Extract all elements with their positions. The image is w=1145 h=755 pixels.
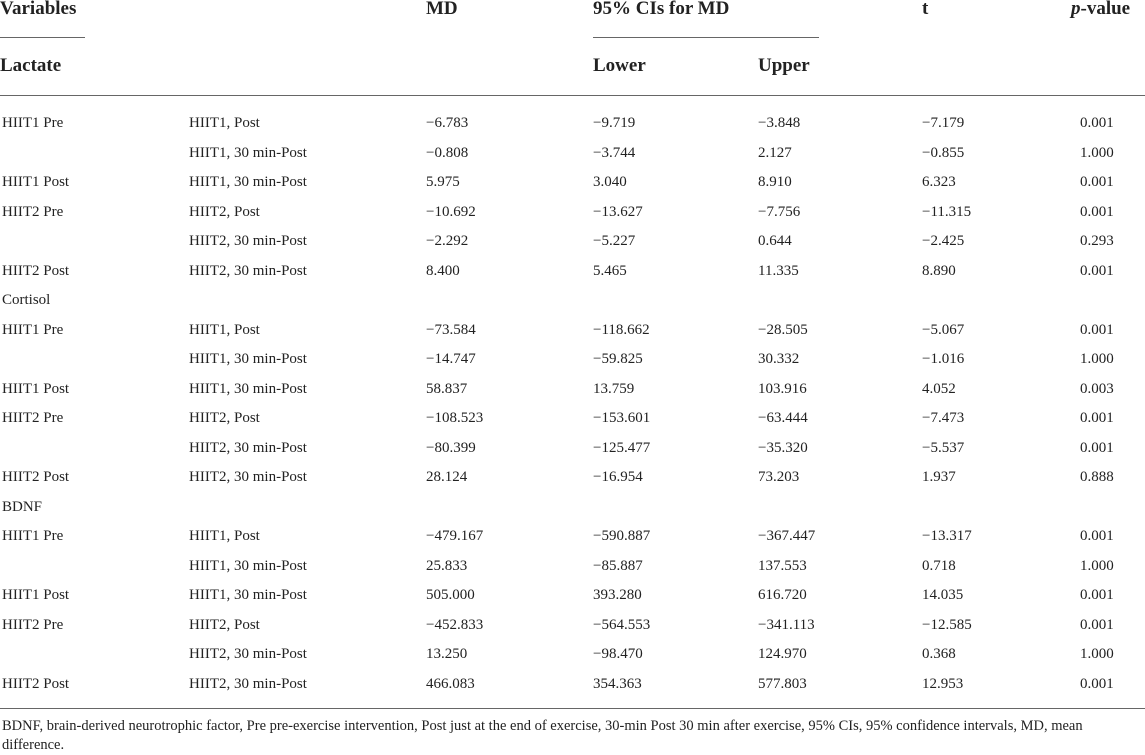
ci-upper: −35.320 [758,439,808,456]
md-value: −0.808 [426,144,469,161]
md-value: −452.833 [426,616,484,633]
header-upper: Upper [758,55,810,76]
ci-lower: 393.280 [593,587,642,603]
ci-upper: 73.203 [758,469,800,485]
table-row [0,583,1145,607]
p-value: 0.003 [1080,380,1114,397]
table-row [0,495,1145,519]
t-value: 4.052 [922,380,956,397]
ci-upper: −63.444 [758,410,808,426]
md-value: 5.975 [426,174,460,190]
table-row [0,642,1145,666]
table-row [0,170,1145,194]
ci-upper: −3.848 [758,115,801,131]
ci-upper: 124.970 [758,646,807,662]
p-value: 0.001 [1080,616,1114,633]
ci-upper: 103.916 [758,380,807,397]
md-value: 58.837 [426,380,468,397]
comparison: HIIT1, 30 min-Post [189,557,307,574]
comparison: HIIT1, 30 min-Post [189,144,307,161]
ci-lower: −153.601 [593,410,651,426]
t-value: −11.315 [922,203,972,220]
comparison: HIIT2, Post [189,410,260,426]
table-row [0,406,1145,430]
header-p-value [1071,0,1130,20]
row-label: HIIT2 Pre [2,616,64,633]
table-row [0,613,1145,637]
t-value: −0.855 [922,144,965,161]
ci-lower: −564.553 [593,616,651,633]
ci-upper: 8.910 [758,174,792,190]
md-value: 25.833 [426,557,468,574]
header-variables: Variables [0,0,77,19]
ci-upper: −7.756 [758,203,801,220]
comparison: HIIT1, Post [189,321,260,338]
ci-lower: −125.477 [593,439,651,456]
t-value: 12.953 [922,675,964,692]
ci-lower: −16.954 [593,469,643,485]
table-row [0,229,1145,253]
ci-lower: −590.887 [593,528,651,544]
row-label: HIIT1 Post [2,380,70,397]
ci-lower: −98.470 [593,646,643,662]
row-label: HIIT2 Post [2,262,70,279]
p-value: 0.001 [1080,587,1114,603]
comparison: HIIT1, 30 min-Post [189,351,307,367]
header-p-italic: p [1071,0,1081,19]
t-value: −5.537 [922,439,965,456]
p-value: 0.293 [1080,233,1114,249]
p-value: 0.001 [1080,439,1114,456]
ci-lower: 5.465 [593,262,627,279]
p-value: 0.001 [1080,115,1114,131]
md-value: 13.250 [426,646,468,662]
header-lactate: Lactate [0,55,62,76]
p-value: 0.001 [1080,203,1114,220]
table-row [0,111,1145,135]
table-row [0,200,1145,224]
table-row [0,288,1145,312]
header-t: t [922,0,929,19]
header-p-rest: -value [1080,0,1131,19]
p-value: 0.001 [1080,262,1114,279]
ci-lower: −13.627 [593,203,643,220]
header-bottom-rule [0,95,1145,96]
row-label: HIIT2 Pre [2,203,64,220]
row-label: HIIT1 Post [2,587,70,603]
row-label: HIIT2 Post [2,675,70,692]
ci-upper: 137.553 [758,557,807,574]
t-value: −12.585 [922,616,972,633]
t-value: 14.035 [922,587,964,603]
comparison: HIIT2, Post [189,616,260,633]
header-rule-variables [0,37,85,38]
md-value: −479.167 [426,528,484,544]
comparison: HIIT1, 30 min-Post [189,587,307,603]
p-value: 0.001 [1080,410,1114,426]
md-value: −80.399 [426,439,476,456]
p-value: 0.888 [1080,469,1114,485]
ci-lower: −9.719 [593,115,636,131]
table-row [0,554,1145,578]
p-value: 0.001 [1080,528,1114,544]
t-value: 1.937 [922,469,956,485]
comparison: HIIT1, 30 min-Post [189,174,307,190]
comparison: HIIT2, 30 min-Post [189,646,307,662]
ci-lower: 3.040 [593,174,627,190]
comparison: HIIT2, 30 min-Post [189,233,307,249]
comparison: HIIT1, Post [189,115,260,131]
table-row [0,318,1145,342]
t-value: 0.368 [922,646,956,662]
comparison: HIIT2, 30 min-Post [189,469,307,485]
table-bottom-rule [0,708,1145,709]
header-rule-ci [593,37,819,38]
table-row [0,672,1145,696]
ci-lower: −85.887 [593,557,643,574]
md-value: −14.747 [426,351,476,367]
md-value: −6.783 [426,115,469,131]
p-value: 0.001 [1080,675,1114,692]
t-value: 8.890 [922,262,956,279]
ci-upper: 577.803 [758,675,807,692]
table-row [0,465,1145,489]
md-value: 8.400 [426,262,460,279]
row-label: HIIT2 Post [2,469,70,485]
ci-lower: 13.759 [593,380,635,397]
ci-lower: −118.662 [593,321,650,338]
comparison: HIIT2, 30 min-Post [189,675,307,692]
md-value: 505.000 [426,587,475,603]
row-label: HIIT1 Pre [2,321,64,338]
md-value: 28.124 [426,469,468,485]
table-row [0,436,1145,460]
comparison: HIIT2, 30 min-Post [189,439,307,456]
ci-upper: 2.127 [758,144,792,161]
row-label: BDNF [2,498,43,515]
ci-upper: 616.720 [758,587,807,603]
t-value: −7.179 [922,115,965,131]
md-value: −2.292 [426,233,469,249]
t-value: −2.425 [922,233,965,249]
ci-upper: −341.113 [758,616,815,633]
header-ci: 95% CIs for MD [593,0,730,19]
comparison: HIIT2, 30 min-Post [189,262,307,279]
p-value: 1.000 [1080,351,1114,367]
comparison: HIIT1, 30 min-Post [189,380,307,397]
table-footnote: BDNF, brain-derived neurotrophic factor, Pre pre-exercise intervention, Post just at the end of exercise, 30-min Post 30 min after exercise, 95% CIs, 95% confidence intervals, MD, mean difference. [2,718,1083,753]
t-value: 0.718 [922,557,956,574]
ci-upper: 0.644 [758,233,792,249]
ci-lower: −59.825 [593,351,643,367]
ci-upper: −367.447 [758,528,816,544]
p-value: 1.000 [1080,646,1114,662]
p-value: 0.001 [1080,321,1114,338]
t-value: −5.067 [922,321,965,338]
table-row [0,377,1145,401]
row-label: Cortisol [2,292,51,308]
header-md: MD [426,0,458,19]
ci-lower: −3.744 [593,144,636,161]
header-lower: Lower [593,55,646,76]
p-value: 1.000 [1080,557,1114,574]
table-row [0,524,1145,548]
comparison: HIIT1, Post [189,528,260,544]
ci-lower: 354.363 [593,675,642,692]
t-value: −1.016 [922,351,965,367]
t-value: −13.317 [922,528,972,544]
md-value: −10.692 [426,203,476,220]
row-label: HIIT1 Pre [2,115,64,131]
row-label: HIIT1 Pre [2,528,64,544]
t-value: −7.473 [922,410,965,426]
table-row [0,141,1145,165]
md-value: −73.584 [426,321,476,338]
table-row [0,259,1145,283]
ci-lower: −5.227 [593,233,636,249]
md-value: 466.083 [426,675,475,692]
p-value: 0.001 [1080,174,1114,190]
t-value: 6.323 [922,174,956,190]
ci-upper: −28.505 [758,321,808,338]
ci-upper: 30.332 [758,351,800,367]
comparison: HIIT2, Post [189,203,260,220]
row-label: HIIT1 Post [2,174,70,190]
p-value: 1.000 [1080,144,1114,161]
table-row [0,347,1145,371]
row-label: HIIT2 Pre [2,410,64,426]
md-value: −108.523 [426,410,484,426]
ci-upper: 11.335 [758,262,799,279]
